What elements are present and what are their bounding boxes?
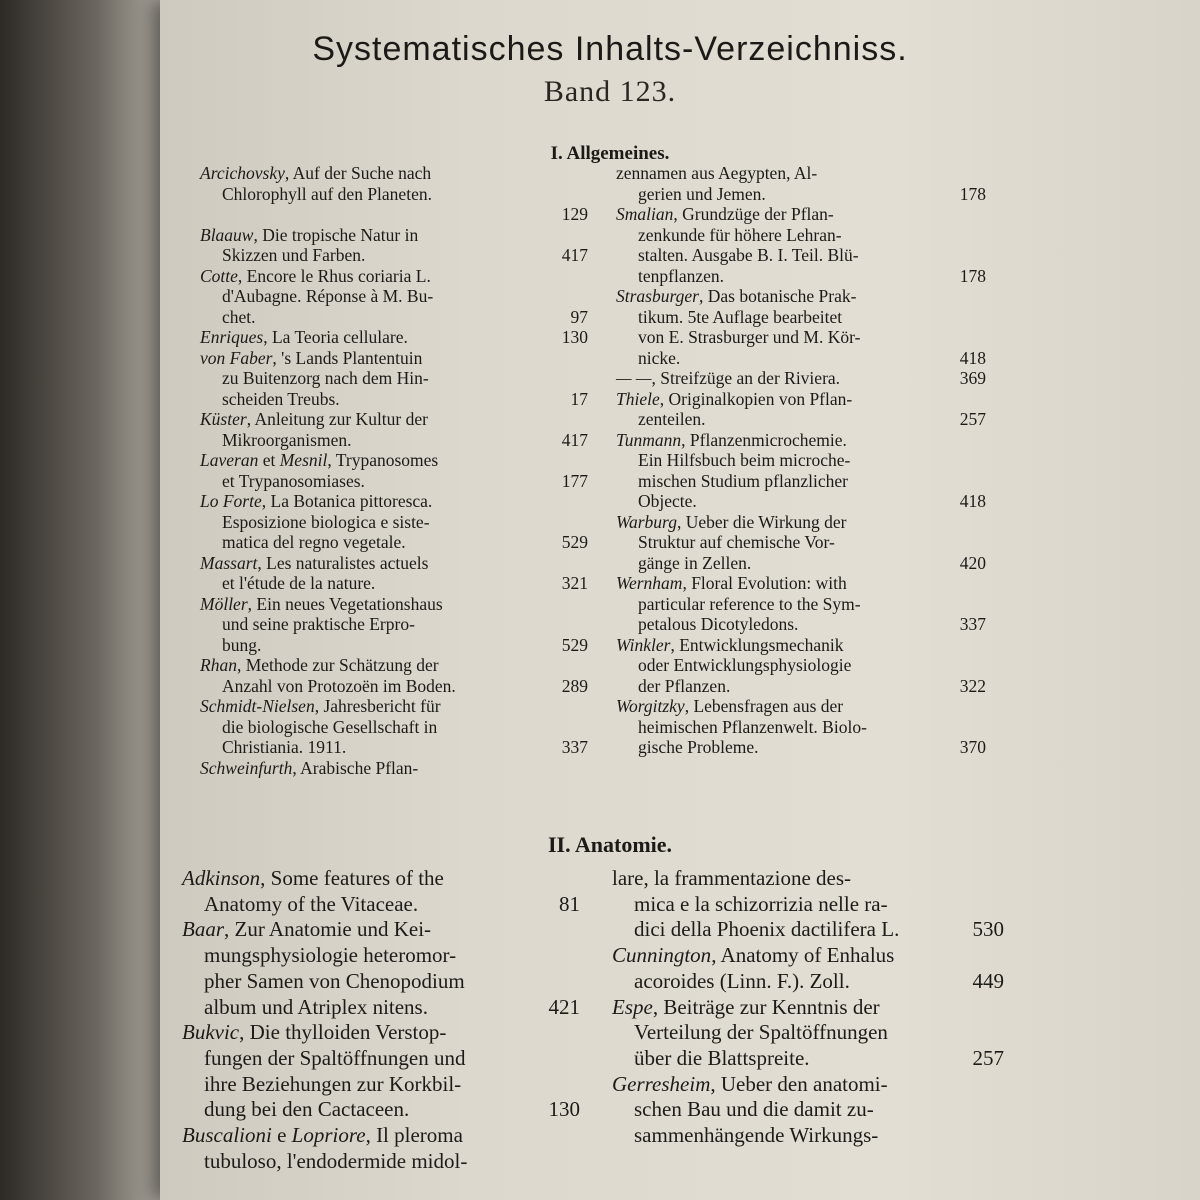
entry-line <box>200 286 588 307</box>
entry-text: album und Atriplex nitens. <box>204 994 428 1019</box>
entry-text: der Pflanzen. <box>638 675 731 696</box>
entry-line <box>200 532 588 553</box>
index-entry <box>200 594 588 656</box>
column-right <box>612 866 1004 1149</box>
entry-author: Bukvic <box>182 1020 240 1045</box>
entry-text: , Floral Evolution: with <box>682 573 847 593</box>
index-entry <box>616 512 986 574</box>
entry-text: von E. Strasburger und M. Kör- <box>638 327 861 347</box>
entry-line <box>616 430 986 451</box>
entry-line <box>612 995 1004 1021</box>
entry-text: , Originalkopien von Pflan- <box>659 388 853 409</box>
entry-line <box>200 717 588 738</box>
entry-text: matica del regno vegetale. <box>222 532 406 552</box>
entry-text: , Lebensfragen aus der <box>684 696 844 716</box>
entry-line <box>616 245 986 266</box>
page-number: 17 <box>570 388 588 409</box>
entry-line <box>612 969 1004 995</box>
entry-line <box>200 225 588 246</box>
entry-author: Cunnington <box>612 943 712 968</box>
column-right <box>616 163 986 758</box>
index-entry <box>616 573 986 635</box>
entry-line <box>182 866 580 892</box>
page-number: 257 <box>959 409 986 429</box>
entry-line <box>200 184 588 205</box>
entry-author: Lo Forte <box>200 491 262 511</box>
entry-text: Anatomy of the Vitaceae. <box>204 891 419 916</box>
entry-author: — — <box>616 368 652 388</box>
entry-line <box>616 532 986 553</box>
page-number: 529 <box>561 532 588 552</box>
entry-text: nicke. <box>638 347 681 368</box>
entry-text: , Streifzüge an der Riviera. <box>651 368 841 388</box>
entry-line <box>200 430 588 451</box>
entry-text: , 's Lands Plantentuin <box>272 347 423 368</box>
entry-text: tikum. 5te Auflage bearbeitet <box>638 306 843 327</box>
entry-text: , Auf der Suche nach <box>284 163 432 183</box>
entry-line <box>616 225 986 246</box>
entry-text: chet. <box>222 306 256 327</box>
entry-text: dici della Phoenix dactilifera L. <box>634 917 900 942</box>
entry-line <box>616 676 986 697</box>
entry-author: Smalian <box>616 204 674 224</box>
entry-author: Blaauw <box>200 224 254 245</box>
entry-text: particular reference to the Sym- <box>638 593 861 614</box>
page-title: Systematisches Inhalts-Verzeichniss. <box>312 30 908 68</box>
index-entry <box>612 866 1004 943</box>
entry-line <box>616 389 986 410</box>
entry-author: Möller <box>200 593 248 614</box>
entry-text: Objecte. <box>638 491 697 511</box>
entry-line <box>182 995 580 1021</box>
entry-text: zenkunde für höhere Lehran- <box>638 224 842 245</box>
entry-text: Mikroorganismen. <box>222 429 352 450</box>
index-entry <box>200 409 588 450</box>
entry-author: Baar <box>182 917 224 942</box>
entry-author: Massart <box>200 552 258 573</box>
entry-line <box>200 553 588 574</box>
entry-line <box>612 1072 1004 1098</box>
entry-line <box>182 1097 580 1123</box>
index-entry <box>182 917 580 1020</box>
entry-line <box>200 409 588 430</box>
index-entry <box>200 696 588 758</box>
entry-line <box>616 450 986 471</box>
entry-line <box>182 1020 580 1046</box>
page-number: 130 <box>561 327 588 347</box>
entry-line <box>200 594 588 615</box>
entry-author: Espe <box>612 994 653 1019</box>
entry-line <box>200 614 588 635</box>
page-number: 129 <box>561 204 588 224</box>
entry-line <box>200 163 588 184</box>
index-entry <box>616 286 986 368</box>
entry-line <box>200 696 588 717</box>
entry-text: tenpflanzen. <box>638 265 724 286</box>
entry-text: , Beiträge zur Kenntnis der <box>652 994 880 1019</box>
entry-text: , Encore le Rhus coriaria L. <box>237 265 431 286</box>
entry-line <box>612 866 1004 892</box>
entry-text: , Ueber den anatomi- <box>710 1071 888 1096</box>
entry-text: mica e la schizorrizia nelle ra- <box>634 891 888 916</box>
entry-author: Rhan <box>200 655 237 675</box>
entry-line <box>200 348 588 369</box>
page-number: 289 <box>561 675 588 696</box>
entry-line <box>200 389 588 410</box>
entry-line <box>612 917 1004 943</box>
entry-text: Skizzen und Farben. <box>222 245 366 265</box>
page-number: 370 <box>959 737 986 757</box>
entry-text: Ein Hilfsbuch beim microche- <box>638 450 851 470</box>
entry-text: zu Buitenzorg nach dem Hin- <box>222 368 429 388</box>
entry-author: Arcichovsky <box>200 163 285 183</box>
entry-author: Wernham <box>616 573 683 593</box>
page-number: 257 <box>972 1045 1004 1070</box>
page-number: 178 <box>959 183 986 204</box>
entry-line <box>612 1046 1004 1072</box>
entry-line <box>200 307 588 328</box>
page-number: 418 <box>959 347 986 368</box>
index-entry <box>616 368 986 389</box>
entry-line <box>182 1046 580 1072</box>
page-number: 530 <box>972 917 1004 942</box>
entry-author: von Faber <box>200 347 273 368</box>
entry-line <box>200 471 588 492</box>
index-entry <box>200 758 588 779</box>
entry-text: , Les naturalistes actuels <box>257 552 429 573</box>
entry-text: , La Teoria cellulare. <box>263 327 408 347</box>
index-entry <box>616 389 986 430</box>
page-number: 321 <box>561 573 588 593</box>
entry-line <box>200 450 588 471</box>
document-page <box>160 0 1200 1200</box>
entry-line <box>616 614 986 635</box>
index-entry <box>200 553 588 594</box>
entry-text: et <box>258 450 280 470</box>
entry-line <box>616 717 986 738</box>
entry-line <box>182 917 580 943</box>
entry-line <box>200 512 588 533</box>
index-entry <box>200 225 588 266</box>
entry-line <box>612 1123 1004 1149</box>
entry-text: tubuloso, l'endodermide midol- <box>204 1148 468 1173</box>
entry-text: stalten. Ausgabe B. I. Teil. Blü- <box>638 245 859 265</box>
entry-text: Christiania. 1911. <box>222 737 347 757</box>
entry-line <box>612 892 1004 918</box>
entry-text: scheiden Treubs. <box>222 388 340 409</box>
entry-text: und seine praktische Erpro- <box>222 614 415 634</box>
entry-line <box>616 635 986 656</box>
entry-line <box>182 1072 580 1098</box>
entry-line <box>200 266 588 287</box>
entry-text: mischen Studium pflanzlicher <box>638 470 848 491</box>
entry-line <box>200 737 588 758</box>
entry-author: Buscalioni <box>182 1123 272 1148</box>
entry-text: , Zur Anatomie und Kei- <box>224 917 432 942</box>
entry-text: , Ueber die Wirkung der <box>676 511 847 532</box>
page-number: 417 <box>561 245 588 265</box>
entry-text: oder Entwicklungsphysiologie <box>638 655 852 675</box>
entry-line <box>616 368 986 389</box>
entry-author: Küster <box>200 409 247 429</box>
index-entry <box>612 995 1004 1072</box>
entry-text: , Methode zur Schätzung der <box>236 655 439 675</box>
entry-text: , Das botanische Prak- <box>698 286 857 306</box>
entry-text: , Grundzüge der Pflan- <box>673 204 834 224</box>
entry-text: zenteilen. <box>638 409 706 429</box>
entry-text: , Pflanzenmicrochemie. <box>681 429 847 450</box>
page-number: 177 <box>561 470 588 491</box>
entry-line <box>616 512 986 533</box>
page-number: 369 <box>959 368 986 388</box>
entry-line <box>616 471 986 492</box>
entry-line <box>200 676 588 697</box>
index-entry <box>612 1072 1004 1149</box>
column-left <box>182 866 580 1174</box>
entry-author: Winkler <box>616 634 671 655</box>
entry-line <box>182 969 580 995</box>
entry-text: , Anleitung zur Kultur der <box>246 409 428 429</box>
page-number: 97 <box>570 306 588 327</box>
entry-line <box>616 594 986 615</box>
entry-line <box>612 1097 1004 1123</box>
page-number: 421 <box>548 994 580 1019</box>
entry-line <box>200 245 588 266</box>
index-entry <box>616 696 986 758</box>
entry-line <box>200 573 588 594</box>
entry-text: gerien und Jemen. <box>638 183 766 204</box>
entry-text: Verteilung der Spaltöffnungen <box>634 1020 888 1045</box>
entry-line <box>200 635 588 656</box>
entry-text: dung bei den Cactaceen. <box>204 1097 410 1122</box>
entry-line <box>616 307 986 328</box>
entry-author: Warburg <box>616 511 677 532</box>
entry-text: über die Blattspreite. <box>634 1045 810 1070</box>
entry-text: , Some features of the <box>260 866 444 890</box>
entry-text: die biologische Gesellschaft in <box>222 716 438 737</box>
page-number: 529 <box>561 634 588 655</box>
entry-line <box>616 348 986 369</box>
entry-line <box>182 1149 580 1175</box>
entry-text: , Arabische Pflan- <box>292 757 419 778</box>
entry-author: Adkinson <box>182 866 261 890</box>
entry-author: Enriques <box>200 327 264 347</box>
entry-line <box>616 409 986 430</box>
entry-author: Gerresheim <box>612 1071 711 1096</box>
entry-author: Laveran <box>200 450 259 470</box>
entry-text: d'Aubagne. Réponse à M. Bu- <box>222 286 434 306</box>
index-entry <box>200 327 588 348</box>
entry-text: zennamen aus Aegypten, Al- <box>616 163 818 183</box>
index-entry <box>200 655 588 696</box>
page-number: 449 <box>972 968 1004 993</box>
page-number: 418 <box>959 491 986 511</box>
entry-author: Schweinfurth <box>200 757 293 778</box>
entry-author: Cotte <box>200 265 238 286</box>
entry-text: heimischen Pflanzenwelt. Biolo- <box>638 716 867 737</box>
entry-text: et l'étude de la nature. <box>222 573 376 593</box>
entry-coauthor: Mesnil <box>279 450 328 470</box>
entry-text: schen Bau und die damit zu- <box>634 1097 874 1122</box>
page-number: 417 <box>561 429 588 450</box>
entry-line <box>616 573 986 594</box>
page-number: 337 <box>561 737 588 757</box>
entry-author: Tunmann <box>616 429 682 450</box>
page-number: 178 <box>959 265 986 286</box>
index-entry <box>200 266 588 328</box>
entry-text: bung. <box>222 634 262 655</box>
entry-line <box>616 266 986 287</box>
entry-line <box>200 758 588 779</box>
index-entry <box>200 450 588 491</box>
entry-text: , Trypanosomes <box>327 450 439 470</box>
entry-author: Schmidt-Nielsen <box>200 696 315 716</box>
entry-text: , Anatomy of Enhalus <box>711 943 895 968</box>
column-left <box>200 163 588 778</box>
index-entry <box>182 1020 580 1123</box>
entry-text: mungsphysiologie heteromor- <box>204 943 457 968</box>
entry-text: sammenhängende Wirkungs- <box>634 1123 879 1148</box>
index-entry <box>200 348 588 410</box>
entry-line <box>616 655 986 676</box>
entry-line <box>616 491 986 512</box>
index-entry <box>616 163 986 204</box>
entry-text: Struktur auf chemische Vor- <box>638 532 835 552</box>
entry-text: Esposizione biologica e siste- <box>222 511 430 532</box>
page-number: 322 <box>959 675 986 696</box>
entry-line <box>616 327 986 348</box>
entry-line <box>200 204 588 225</box>
entry-text: , La Botanica pittoresca. <box>261 491 433 511</box>
entry-author: Thiele <box>616 388 660 409</box>
entry-line <box>612 1020 1004 1046</box>
entry-line <box>616 737 986 758</box>
entry-line <box>182 943 580 969</box>
index-entry <box>200 163 588 225</box>
page-number: 337 <box>959 614 986 634</box>
index-entry <box>616 204 986 286</box>
page-gutter-shadow <box>0 0 175 1200</box>
page-subtitle: Band 123. <box>543 75 677 108</box>
index-entry <box>182 1123 580 1174</box>
entry-line <box>200 327 588 348</box>
entry-line <box>616 163 986 184</box>
entry-text: gänge in Zellen. <box>638 552 752 573</box>
entry-text: e <box>271 1123 292 1148</box>
entry-text: pher Samen von Chenopodium <box>204 968 465 993</box>
entry-text: et Trypanosomiases. <box>222 470 365 491</box>
index-entry <box>182 866 580 917</box>
entry-line <box>616 696 986 717</box>
entry-line <box>616 184 986 205</box>
entry-author: Strasburger <box>616 286 699 306</box>
page-number: 420 <box>959 552 986 573</box>
page-number: 81 <box>559 891 580 916</box>
entry-text: petalous Dicotyledons. <box>638 614 799 634</box>
entry-line <box>616 553 986 574</box>
index-entry <box>616 635 986 697</box>
index-entry <box>616 430 986 512</box>
entry-text: , Die thylloiden Verstop- <box>239 1020 447 1045</box>
entry-line <box>200 491 588 512</box>
entry-line <box>182 892 580 918</box>
entry-text: , Jahresbericht für <box>314 696 441 716</box>
entry-text: Chlorophyll auf den Planeten. <box>222 183 432 204</box>
index-entry <box>200 491 588 553</box>
index-entry <box>612 943 1004 994</box>
entry-line <box>182 1123 580 1149</box>
entry-coauthor: Lopriore <box>291 1123 366 1148</box>
entry-text: lare, la frammentazione des- <box>612 866 852 890</box>
entry-author: Worgitzky <box>616 696 685 716</box>
entry-line <box>616 286 986 307</box>
entry-text: acoroides (Linn. F.). Zoll. <box>634 968 850 993</box>
page-number: 130 <box>548 1097 580 1122</box>
entry-text: Anzahl von Protozoën im Boden. <box>222 675 456 696</box>
entry-text: ihre Beziehungen zur Korkbil- <box>204 1071 462 1096</box>
entry-text: , Entwicklungsmechanik <box>670 634 844 655</box>
section-heading: II. Anatomie. <box>547 832 673 857</box>
entry-line <box>616 204 986 225</box>
entry-text: gische Probleme. <box>638 737 759 757</box>
entry-line <box>612 943 1004 969</box>
entry-text: , Die tropische Natur in <box>253 224 419 245</box>
section-heading: I. Allgemeines. <box>550 143 670 164</box>
entry-text: , Ein neues Vegetationshaus <box>247 593 443 614</box>
entry-text: , Il pleroma <box>365 1123 463 1148</box>
entry-line <box>200 655 588 676</box>
entry-text: fungen der Spaltöffnungen und <box>204 1045 466 1070</box>
entry-line <box>200 368 588 389</box>
